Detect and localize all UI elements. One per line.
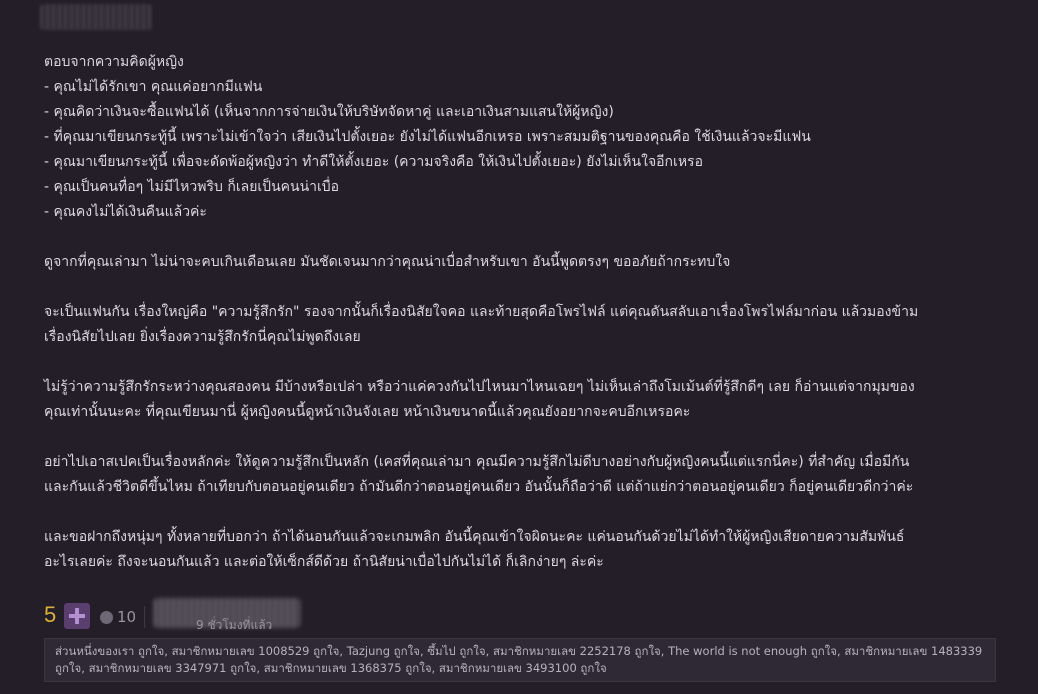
text-line: ตอบจากความคิดผู้หญิง [44,54,184,70]
text-line: ไม่รู้ว่าความรู้สึกรักระหว่างคุณสองคน มีบ้างหรือเปล่า หรือว่าแค่ควงกันไปไหนมาไหนเฉยๆ ไม่เห็นเล่าถึงโมเม้นต์ที่รู้สึกดีๆ เลย ก็อ่านแต่จากมุมของ [44,379,915,395]
reaction-count: 10 [117,608,137,626]
text-line: คุณเท่านั้นนะคะ ที่คุณเขียนมานี่ ผู้หญิงคนนี้ดูหน้าเงินจังเลย หน้าเงินขนาดนี้แล้วคุณยังอยากจะคบอีกเหรอคะ [44,404,691,420]
text-line: ดูจากที่คุณเล่ามา ไม่น่าจะคบเกินเดือนเลย มันชัดเจนมากว่าคุณน่าเบื่อสำหรับเขา อันนี้พูดตรงๆ ขออภัยถ้ากระทบใจ [44,254,731,270]
vote-score: 5 [44,602,57,627]
text-line: จะเป็นแฟนกัน เรื่องใหญ่คือ "ความรู้สึกรัก" รองจากนั้นก็เรื่องนิสัยใจคอ และท้ายสุดคือโพรไฟล์ แต่คุณดันสลับเอาเรื่องโพรไฟล์มาก่อน แล้วมองข้าม [44,304,919,320]
blurred-username [40,4,152,30]
post-footer [44,600,994,634]
text-line: - คุณไม่ได้รักเขา คุณแค่อยากมีแฟน [44,79,263,95]
text-line: - คุณคิดว่าเงินจะซื้อแฟนได้ (เห็นจากการจ่ายเงินให้บริษัทจัดหาคู่ และเอาเงินสามแสนให้ผู้หญิง) [44,104,614,120]
plus-icon[interactable] [64,603,90,629]
divider [144,606,145,628]
reaction-button[interactable] [100,608,136,626]
paragraph [44,375,994,425]
text-line: - คุณคงไม่ได้เงินคืนแล้วค่ะ [44,204,207,220]
text-line: - คุณเป็นคนทื่อๆ ไม่มีไหวพริบ ก็เลยเป็นคนน่าเบื่อ [44,179,340,195]
text-line: และขอฝากถึงหนุ่มๆ ทั้งหลายที่บอกว่า ถ้าได้นอนกันแล้วจะเกมพลิก อันนี้คุณเข้าใจผิดนะคะ แค่นอนกันด้วยไม่ได้ทำให้ผู้หญิงเสียดายความสัมพันธ์ [44,529,905,545]
text-line: อย่าไปเอาสเปคเป็นเรื่องหลักค่ะ ให้ดูความรู้สึกเป็นหลัก (เคสที่คุณเล่ามา คุณมีความรู้สึกไม่ดีบางอย่างกับผู้หญิงคนนี้แต่แรกนี่คะ) ที่สำคัญ เมื่อมีกัน [44,454,910,470]
text-line: อะไรเลยค่ะ ถึงจะนอนกันแล้ว และต่อให้เซ็กส์ดีด้วย ถ้านิสัยน่าเบื่อไปกันไม่ได้ ก็เลิกง่ายๆ ล่ะค่ะ [44,554,604,570]
post-body [44,50,994,575]
likers-list: ส่วนหนึ่งของเรา ถูกใจ, สมาชิกหมายเลข 1008529 ถูกใจ, Tazjung ถูกใจ, ซึ้มไป ถูกใจ, สมาชิกหมายเลข 2252178 ถูกใจ, The world is not enough ถูกใจ, สมาชิกหมายเลข 1483339 ถูกใจ, สมาชิกหมายเลข 3347971 ถูกใจ, สมาชิกหมายเลข 1368375 ถูกใจ, สมาชิกหมายเลข 3493100 ถูกใจ [44,638,996,682]
emoji-reaction-icon [100,611,113,624]
paragraph [44,250,994,275]
paragraph [44,300,994,350]
post-time: 9 ชั่วโมงที่แล้ว [196,618,273,632]
paragraph [44,525,994,575]
paragraph [44,450,994,500]
text-line: และกันแล้วชีวิตดีขึ้นไหม ถ้าเทียบกับตอนอยู่คนเดียว ถ้ามันดีกว่าตอนอยู่คนเดียว อันนั้นก็ถือว่าดี แต่ถ้าแย่กว่าตอนอยู่คนเดียว ก็อยู่คนเดียวดีกว่าค่ะ [44,479,914,495]
text-line: - คุณมาเขียนกระทู้นี้ เพื่อจะดัดพ้อผู้หญิงว่า ทำดีให้ตั้งเยอะ (ความจริงคือ ให้เงินไปตั้งเยอะ) ยังไม่เห็นใจอีกเหรอ [44,154,703,170]
paragraph [44,50,994,225]
text-line: เรื่องนิสัยไปเลย ยิ่งเรื่องความรู้สึกรักนี่คุณไม่พูดถึงเลย [44,329,361,345]
text-line: - ที่คุณมาเขียนกระทู้นี้ เพราะไม่เข้าใจว่า เสียเงินไปตั้งเยอะ ยังไม่ได้แฟนอีกเหรอ เพราะสมมติฐานของคุณคือ ใช้เงินแล้วจะมีแฟน [44,129,811,145]
